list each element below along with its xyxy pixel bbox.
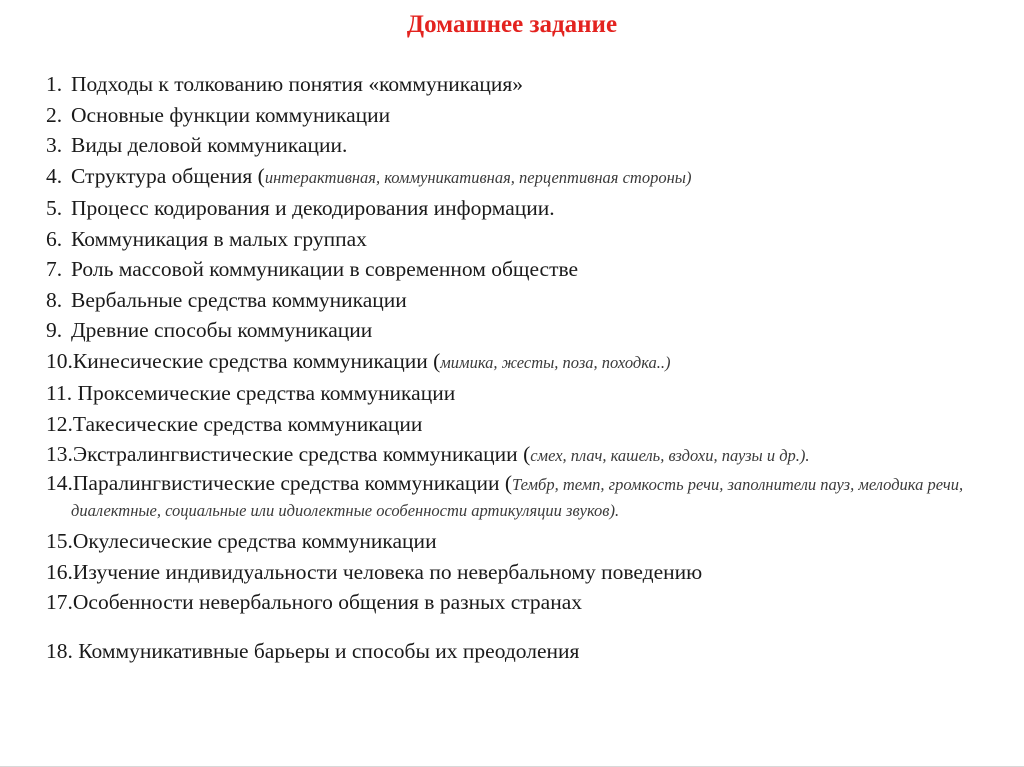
item-number: 3.	[46, 133, 63, 157]
item-text: Основные функции коммуникации	[71, 102, 391, 127]
item-number: 18.	[46, 638, 73, 663]
item-text: Коммуникативные барьеры и способы их преодоления	[72, 638, 580, 663]
list-item	[46, 587, 976, 618]
item-note: Тембр, темп, громкость речи, заполнители пауз, мелодика речи, диалектные, социальные или идиолектные особенности артикуляции звуков).	[71, 475, 964, 520]
item-number: 12.	[46, 411, 73, 436]
item-text: Структура общения (	[71, 163, 265, 188]
list-item	[46, 285, 976, 316]
item-text: Роль массовой коммуникации в современном обществе	[71, 257, 579, 281]
item-text: Вербальные средства коммуникации	[71, 287, 407, 312]
item-number: 11.	[46, 381, 73, 405]
item-note: мимика, жесты, поза, походка..)	[440, 352, 671, 372]
item-number: 6.	[46, 226, 63, 251]
item-text: Особенности невербального общения в разных странах	[72, 590, 582, 614]
item-text: Проксемические средства коммуникации	[72, 381, 456, 405]
item-number: 10.	[46, 348, 73, 373]
list-item	[46, 346, 976, 379]
list-item	[46, 161, 976, 194]
item-number: 7.	[46, 257, 63, 281]
item-number: 13.	[46, 442, 73, 466]
list-item	[46, 526, 976, 557]
homework-list	[46, 69, 976, 666]
item-text: Виды деловой коммуникации.	[71, 133, 348, 157]
list-item	[46, 409, 976, 440]
list-item	[46, 100, 976, 131]
list-item	[46, 471, 976, 523]
item-note: смех, плач, кашель, вздохи, паузы и др.).	[530, 446, 810, 465]
list-item	[46, 636, 976, 667]
list-item	[46, 254, 976, 285]
list-item	[46, 193, 976, 224]
item-number: 17.	[46, 590, 73, 614]
item-text: Окулесические средства коммуникации	[72, 529, 437, 553]
spacer	[46, 618, 976, 636]
item-number: 14.	[46, 471, 73, 495]
item-number: 16.	[46, 559, 73, 584]
list-item	[46, 557, 976, 588]
item-text: Процесс кодирования и декодирования информации.	[71, 196, 555, 220]
item-number: 5.	[46, 196, 63, 220]
item-text: Такесические средства коммуникации	[72, 411, 423, 436]
item-text: Кинесические средства коммуникации (	[72, 348, 441, 373]
item-number: 8.	[46, 287, 63, 312]
item-text: Подходы к толкованию понятия «коммуникация»	[71, 72, 524, 96]
item-number: 1.	[46, 72, 63, 96]
list-item	[46, 69, 976, 100]
item-text: Экстралингвистические средства коммуникации (	[72, 442, 531, 466]
item-note: интерактивная, коммуникативная, перцептивная стороны)	[264, 167, 692, 187]
item-number: 2.	[46, 102, 63, 127]
list-item	[46, 378, 976, 409]
item-number: 9.	[46, 318, 63, 342]
item-text: Коммуникация в малых группах	[71, 226, 367, 251]
item-text: Изучение индивидуальности человека по невербальному поведению	[72, 559, 703, 584]
item-number: 15.	[46, 529, 73, 553]
list-item	[46, 224, 976, 255]
list-item	[46, 315, 976, 346]
page-title: Домашнее задание	[406, 11, 618, 38]
list-item	[46, 442, 976, 468]
list-item	[46, 130, 976, 161]
item-number: 4.	[46, 163, 63, 188]
item-text: Древние способы коммуникации	[71, 318, 373, 342]
item-text: Паралингвистические средства коммуникации (	[72, 471, 512, 495]
